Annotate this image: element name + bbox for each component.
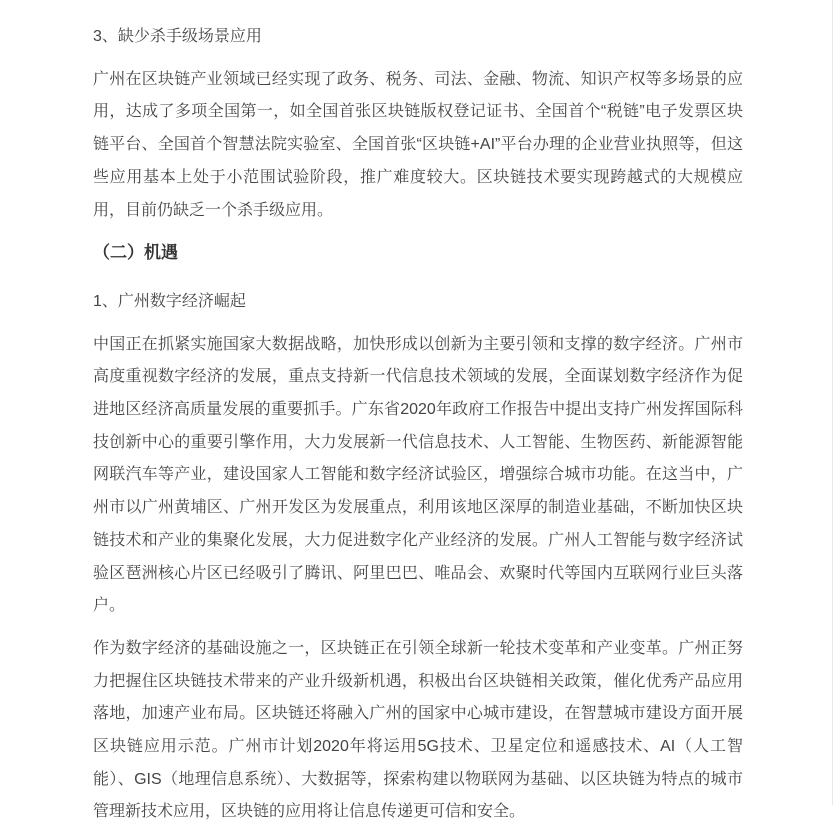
page-right-border (832, 0, 833, 805)
subsection-title: 3、缺少杀手级场景应用 (93, 28, 262, 45)
body-paragraph: 中国正在抓紧实施国家大数据战略，加快形成以创新为主要引领和支撑的数字经济。广州市高度重视数字经济的发展，重点支持新一代信息技术领域的发展，全面谋划数字经济作为促进地区经济高质量发展的重要抓手。广东省2020年政府工作报告中提出支持广州发挥国际科技创新中心的重要引擎作用，大力发展新一代信息技术、人工智能、生物医药、新能源智能网联汽车等产业，建设国家人工智能和数字经济试验区，增强综合城市功能。在这当中，广州市以广州黄埔区、广州开发区为发展重点，利用该地区深厚的制造业基础，不断加快区块链技术和产业的集聚化发展，大力促进数字化产业经济的发展。广州人工智能与数字经济试验区琶洲核心片区已经吸引了腾讯、阿里巴巴、唯品会、欢聚时代等国内互联网行业巨头落户。 (93, 335, 743, 615)
subsection-title: 1、广州数字经济崛起 (93, 292, 246, 310)
section-heading: （二）机遇 (93, 243, 178, 263)
body-paragraph: 广州在区块链产业领域已经实现了政务、税务、司法、金融、物流、知识产权等多场景的应用，达成了多项全国第一，如全国首张区块链版权登记证书、全国首个“税链”电子发票区块链平台、全国首个智慧法院实验室、全国首张“区块链+AI”平台办理的企业营业执照等，但这些应用基本上处于小范围试验阶段，推广难度较大。区块链技术要实现跨越式的大规模应用，目前仍缺乏一个杀手级应用。 (93, 70, 743, 219)
body-paragraph: 作为数字经济的基础设施之一，区块链正在引领全球新一轮技术变革和产业变革。广州正努力把握住区块链技术带来的产业升级新机遇，积极出台区块链相关政策，催化优秀产品应用落地，加速产业布局。区块链还将融入广州的国家中心城市建设，在智慧城市建设方面开展区块链应用示范。广州市计划2020年将运用5G技术、卫星定位和遥感技术、AI（人工智能）、GIS（地理信息系统）、大数据等，探索构建以物联网为基础、以区块链为特点的城市管理新技术应用，区块链的应用将让信息传递更可信和安全。 (93, 639, 743, 821)
